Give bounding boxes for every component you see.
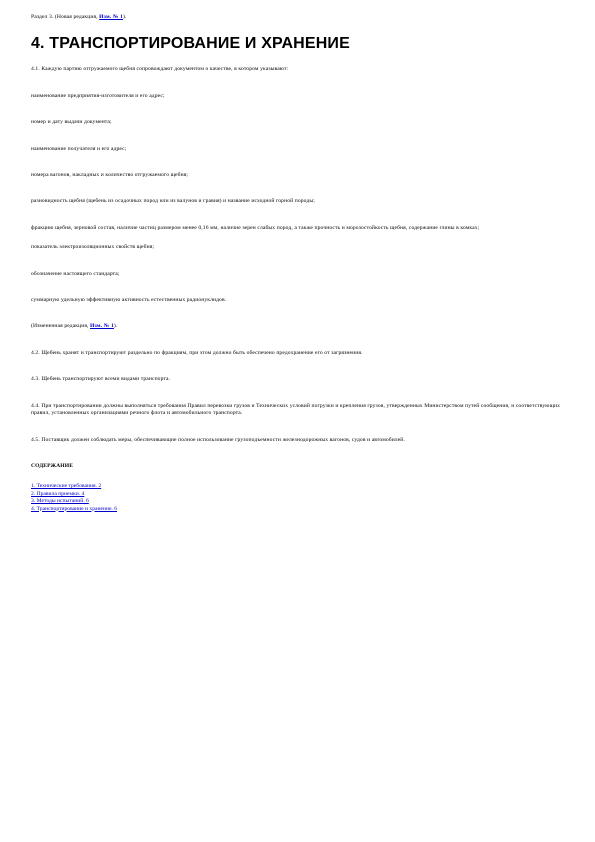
list-item-radionuclides: суммарную удельную эффективную активность естественных радионуклидов. <box>31 297 227 304</box>
paragraph-4-3: 4.3. Щебень транспортируют всеми видами транспорта. <box>31 376 171 383</box>
toc-item <box>31 491 561 498</box>
change-note-link[interactable]: Изм. № 1 <box>90 323 114 330</box>
toc-item <box>31 483 561 490</box>
document-page <box>31 14 561 513</box>
top-note-change-link[interactable]: Изм. № 1 <box>99 14 124 20</box>
list-item-manufacturer: наименование предприятия-изготовителя и его адрес; <box>31 92 165 99</box>
toc-title: СОДЕРЖАНИЕ <box>31 462 74 469</box>
paragraph-4-4: 4.4. При транспортировании должны выполняться требования Правил перевозки грузов и Технических условий погрузки и крепления грузов, утвержденных Министерством путей сообщения, и соответствующих правил, установленных организациями речного флота и автомобильного транспорта. <box>31 402 560 417</box>
top-note-prefix: Раздел 3. (Новая редакция, <box>31 14 100 20</box>
list-item-rock-type: разновидность щебня (щебень из осадочных пород или из валунов и гравия) и название исходной горной породы; <box>31 198 315 205</box>
toc-link-requirements[interactable]: 1. Технические требования. 2 <box>31 483 102 490</box>
toc-link-test-methods[interactable]: 3. Методы испытаний. 6 <box>31 498 89 505</box>
list-item-wagons: номера вагонов, накладных и количество отгружаемого щебня; <box>31 172 189 179</box>
section-heading: 4. ТРАНСПОРТИРОВАНИЕ И ХРАНЕНИЕ <box>31 35 350 53</box>
paragraph-4-1: 4.1. Каждую партию отгружаемого щебня сопровождают документом о качестве, в котором указывают: <box>31 66 289 73</box>
list-item-standard: обозначение настоящего стандарта; <box>31 270 120 277</box>
top-note-suffix: ). <box>123 14 127 20</box>
list-item-document-number: номер и дату выдачи документа; <box>31 119 112 126</box>
paragraph-4-5: 4.5. Поставщик должен соблюдать меры, обеспечивающие полное использование грузоподъемности железнодорожных вагонов, судов и автомобилей. <box>31 436 405 443</box>
toc-link-transport-storage[interactable]: 4. Транспортирование и хранение. 6 <box>31 505 118 512</box>
change-note-suffix: ). <box>113 323 118 330</box>
change-note-prefix: (Измененная редакция, <box>31 323 91 330</box>
list-item-insulation: показатель электроизоляционных свойств щебня; <box>31 244 155 251</box>
toc-link-acceptance[interactable]: 2. Правила приемки. 4 <box>31 490 85 497</box>
toc-list <box>31 483 561 513</box>
change-note <box>31 323 561 330</box>
list-item-fraction: фракцию щебня, зерновой состав, наличие частиц размером менее 0,16 мм, наличие зерен слабых пород, а также прочность и морозостойкость щебня, содержание глины в комках; <box>31 224 480 231</box>
toc-item <box>31 498 561 505</box>
toc-item <box>31 506 561 513</box>
paragraph-4-2: 4.2. Щебень хранят и транспортируют раздельно по фракциям, при этом должно быть обеспечено предохранение его от загрязнения. <box>31 349 363 356</box>
list-item-recipient: наименование получателя и его адрес; <box>31 145 127 152</box>
top-note <box>31 14 561 21</box>
